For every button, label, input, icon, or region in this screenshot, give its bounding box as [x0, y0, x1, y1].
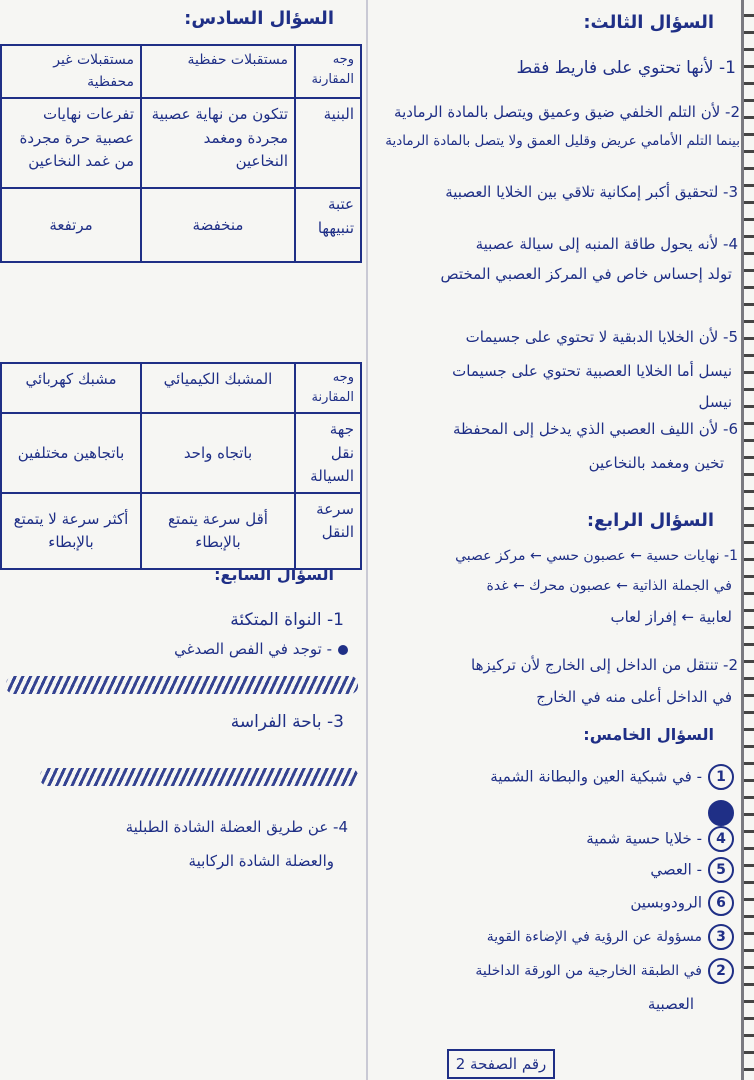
table-cell: البنية: [295, 98, 361, 188]
q5-item-5: [650, 857, 734, 883]
q7-item-4b: والعضلة الشادة الركابية: [188, 852, 334, 870]
q3-item-6b: تخين ومغمد بالنخاعين: [588, 454, 724, 472]
q5-item-1: [490, 764, 734, 790]
q3-title: السؤال الثالث:: [583, 12, 714, 33]
table-header-cell: مستقبلات حفظية: [141, 45, 295, 98]
table-cell: سرعة النقل: [295, 493, 361, 569]
comparison-table-synapses: [0, 362, 362, 570]
table-row: [1, 493, 361, 569]
table-cell: باتجاه واحد: [141, 413, 295, 493]
q5-title: السؤال الخامس:: [583, 725, 714, 744]
q5-item-4: [586, 826, 734, 852]
q4-item-2b: في الداخل أعلى منه في الخارج: [536, 688, 732, 706]
q4-item-2: 2- تنتقل من الداخل إلى الخارج لأن تركيزها: [471, 656, 738, 674]
table-row: [1, 45, 361, 98]
table-header-cell: مستقبلات غير محفظية: [1, 45, 141, 98]
table-cell: تفرعات نهايات عصبية حرة مجردة من غمد النخاعين: [1, 98, 141, 188]
q5-item-2-filled-circle: [708, 800, 734, 826]
q5-item-6-number: 6: [708, 890, 734, 916]
q7-item-2: [174, 640, 348, 658]
q5-item-4-number: 4: [708, 826, 734, 852]
q5-item-6: [630, 890, 734, 916]
q3-item-4: 4- لأنه يحول طاقة المنبه إلى سيالة عصبية: [475, 235, 738, 253]
table-header-cell: المشبك الكيميائي: [141, 363, 295, 413]
q5-item-6-text: الرودوبسين: [630, 893, 702, 912]
q3-item-1: 1- لأنها تحتوي على فاريط فقط: [516, 58, 736, 78]
q4-item-1b: في الجملة الذاتية ← عصبون محرك ← غدة: [486, 578, 732, 594]
q4-item-1: 1- نهايات حسية ← عصبون حسي ← مركز عصبي: [455, 548, 738, 564]
table-row: [1, 363, 361, 413]
q3-item-6: 6- لأن الليف العصبي الذي يدخل إلى المحفظة: [453, 420, 738, 438]
q5-item-3: [487, 924, 734, 950]
table-cell: مرتفعة: [1, 188, 141, 262]
q5-item-5-number: 5: [708, 857, 734, 883]
q5-item-2b: [475, 958, 734, 984]
bullet-dot: [338, 645, 348, 655]
q3-item-3: 3- لتحقيق أكبر إمكانية تلاقي بين الخلايا العصبية: [445, 183, 738, 201]
q5-item-3-number: 3: [708, 924, 734, 950]
q3-item-4b: تولد إحساس خاص في المركز العصبي المختص: [440, 265, 732, 283]
q5-item-2: [702, 800, 734, 826]
q5-item-1-number: 1: [708, 764, 734, 790]
table-header-cell: وجه المقارنة: [295, 45, 361, 98]
table-cell: تتكون من نهاية عصبية مجردة ومغمد النخاعين: [141, 98, 295, 188]
scribbled-out-text: [40, 768, 358, 786]
q5-item-2c: العصبية: [647, 995, 694, 1013]
q5-item-2b-number: 2: [708, 958, 734, 984]
q3-item-5b: نيسل أما الخلايا العصبية تحتوي على جسيمات: [452, 362, 732, 380]
table-row: [1, 413, 361, 493]
q5-item-2b-text: في الطبقة الخارجية من الورقة الداخلية: [475, 963, 702, 979]
table-cell: منخفضة: [141, 188, 295, 262]
table-row: [1, 188, 361, 262]
comparison-table-receptors: [0, 44, 362, 263]
q3-item-2b: بينما التلم الأمامي عريض وقليل العمق ولا يتصل بالمادة الرمادية: [385, 133, 740, 149]
q3-item-2: 2- لأن التلم الخلفي ضيق وعميق ويتصل بالمادة الرمادية: [394, 103, 740, 121]
table-header-cell: وجه المقارنة: [295, 363, 361, 413]
q4-title: السؤال الرابع:: [586, 510, 714, 531]
q3-item-5: 5- لأن الخلايا الدبقية لا تحتوي على جسيمات: [465, 328, 738, 346]
q7-title: السؤال السابع:: [214, 565, 334, 584]
q5-item-3-text: مسؤولة عن الرؤية في الإضاءة القوية: [486, 929, 702, 945]
q7-item-3: 3- باحة الفراسة: [230, 712, 344, 732]
page-number-box: رقم الصفحة 2: [447, 1049, 555, 1079]
table-cell: أكثر سرعة لا يتمتع بالإبطاء: [1, 493, 141, 569]
table-cell: أقل سرعة يتمتع بالإبطاء: [141, 493, 295, 569]
q6-title: السؤال السادس:: [184, 8, 334, 29]
q7-item-4: 4- عن طريق العضلة الشادة الطبلية: [125, 818, 348, 836]
q5-item-4-text: - خلايا حسية شمية: [586, 829, 702, 848]
q5-item-5-text: - العصي: [650, 860, 702, 879]
page-divider: [366, 0, 368, 1080]
table-cell: عتبة تنبيهها: [295, 188, 361, 262]
table-row: [1, 98, 361, 188]
spiral-binding: [744, 0, 754, 1080]
q4-item-1c: لعابية ← إفراز لعاب: [610, 608, 732, 626]
q5-item-1-text: - في شبكية العين والبطانة الشمية: [490, 767, 702, 786]
q3-item-5c: نيسل: [698, 393, 732, 411]
q7-item-1: 1- النواة المتكئة: [230, 610, 344, 630]
table-header-cell: مشبك كهربائي: [1, 363, 141, 413]
table-cell: باتجاهين مختلفين: [1, 413, 141, 493]
table-cell: جهة نقل السيالة: [295, 413, 361, 493]
scribbled-out-text: [6, 676, 358, 694]
q7-item-2-text: - توجد في الفص الصدغي: [174, 640, 332, 658]
